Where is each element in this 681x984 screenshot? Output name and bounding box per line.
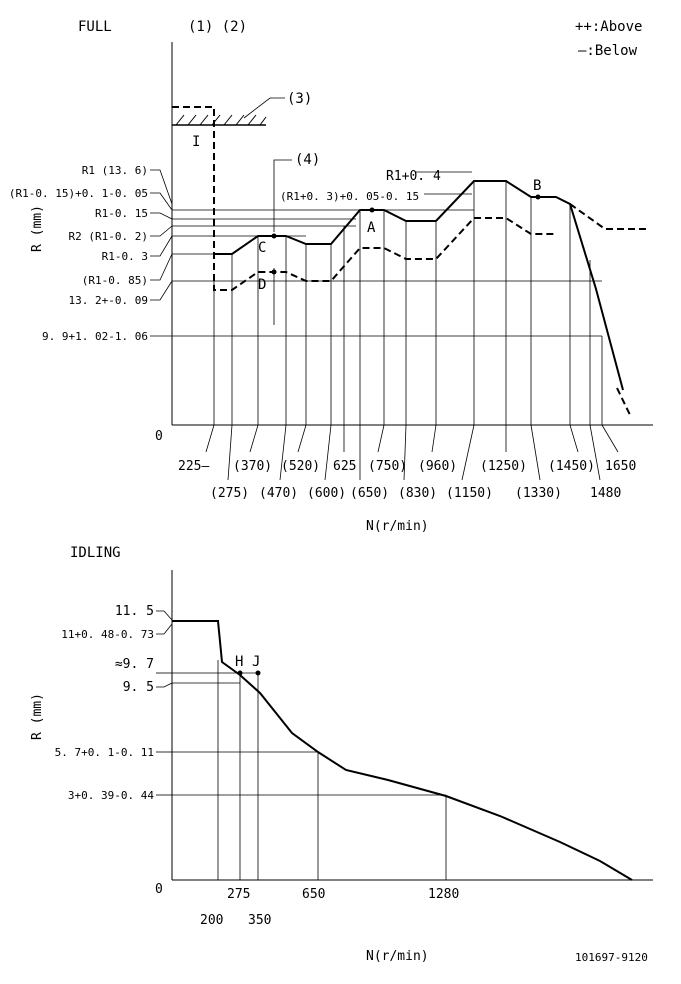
point-j-marker (256, 671, 261, 676)
full-x-label: (520) (281, 459, 321, 474)
full-y-label: R1-0. 15 (95, 207, 148, 220)
full-x-labels (178, 459, 636, 501)
full-y-label: 9. 9+1. 02-1. 06 (42, 330, 148, 343)
full-x-axis-label: N(r/min) (366, 519, 429, 534)
full-x-label: (830) (398, 486, 438, 501)
r1-range-label: (R1+0. 3)+0. 05-0. 15 (280, 190, 420, 203)
idling-label-leaders (156, 611, 172, 795)
full-x-label: (470) (259, 486, 299, 501)
full-x-label: (600) (307, 486, 347, 501)
full-x-label: (1250) (480, 459, 527, 474)
full-x-label: (370) (233, 459, 273, 474)
full-y-label: (R1-0. 15)+0. 1-0. 05 (8, 187, 148, 200)
idling-x-label: 275 (227, 887, 251, 902)
idling-vertical-grid (218, 660, 446, 880)
ref-3-label: (3) (287, 91, 313, 107)
full-x-label: (1150) (446, 486, 493, 501)
full-y-label: R2 (R1-0. 2) (68, 230, 148, 243)
legend-below: —:Below (578, 43, 638, 59)
full-chart (9, 19, 653, 534)
idling-title: IDLING (70, 545, 121, 561)
full-origin: 0 (155, 429, 163, 444)
full-y-label: R1 (13. 6) (81, 164, 148, 177)
full-x-label: (1330) (515, 486, 562, 501)
point-b-marker (536, 195, 541, 200)
idling-x-label: 350 (248, 913, 272, 928)
idling-y-label: ≈9. 7 (114, 657, 154, 672)
full-label-leaders (150, 170, 172, 336)
mark-i: I (192, 134, 201, 150)
full-y-label: (R1-0. 85) (81, 274, 148, 287)
idling-y-axis-label: R (mm) (30, 693, 45, 740)
full-x-label: (960) (418, 459, 458, 474)
idling-origin: 0 (155, 882, 163, 897)
legend-above: ++:Above (575, 19, 643, 35)
idling-x-label: 650 (302, 887, 326, 902)
point-h-label: H (235, 654, 244, 670)
idling-y-label: 5. 7+0. 1-0. 11 (54, 746, 154, 759)
full-refs-1-2: (1) (2) (188, 19, 248, 35)
ref-4-label: (4) (295, 152, 321, 168)
full-x-label: 225— (178, 459, 210, 474)
full-solid-curve (214, 181, 623, 390)
idling-y-label: 11. 5 (114, 604, 154, 619)
full-x-label: (750) (368, 459, 408, 474)
idling-y-label: 9. 5 (122, 680, 154, 695)
point-j-label: J (252, 654, 261, 670)
full-x-label: 1480 (590, 486, 622, 501)
full-x-label: 625 (333, 459, 357, 474)
full-y-label: R1-0. 3 (101, 250, 148, 263)
idling-y-labels (55, 604, 155, 802)
full-x-label: (650) (350, 486, 390, 501)
idling-y-label: 3+0. 39-0. 44 (67, 789, 154, 802)
idling-x-axis-label: N(r/min) (366, 949, 429, 964)
full-y-labels (9, 164, 148, 343)
stop-hatch (172, 98, 285, 125)
point-c-label: C (258, 240, 267, 256)
idling-x-label: 200 (200, 913, 224, 928)
full-y-label: 13. 2+-0. 09 (68, 294, 148, 307)
point-h-marker (238, 671, 243, 676)
full-vertical-grid (214, 181, 602, 425)
full-x-label: (1450) (548, 459, 595, 474)
point-d-marker (272, 270, 277, 275)
full-dashed-curve (172, 107, 646, 417)
idling-reference-lines (172, 673, 446, 795)
point-b-label: B (533, 178, 542, 194)
idling-x-label: 1280 (428, 887, 460, 902)
idling-chart (30, 545, 653, 964)
full-x-label: 1650 (605, 459, 637, 474)
point-d-label: D (258, 277, 267, 293)
point-a-label: A (367, 220, 376, 236)
r1-plus-label: R1+0. 4 (386, 169, 441, 184)
point-c-marker (272, 234, 277, 239)
point-a-marker (370, 208, 375, 213)
full-x-label: (275) (210, 486, 250, 501)
idling-y-label: 11+0. 48-0. 73 (61, 628, 154, 641)
full-y-axis-label: R (mm) (30, 205, 45, 252)
drawing-code: 101697-9120 (575, 951, 648, 964)
full-title: FULL (78, 19, 112, 35)
